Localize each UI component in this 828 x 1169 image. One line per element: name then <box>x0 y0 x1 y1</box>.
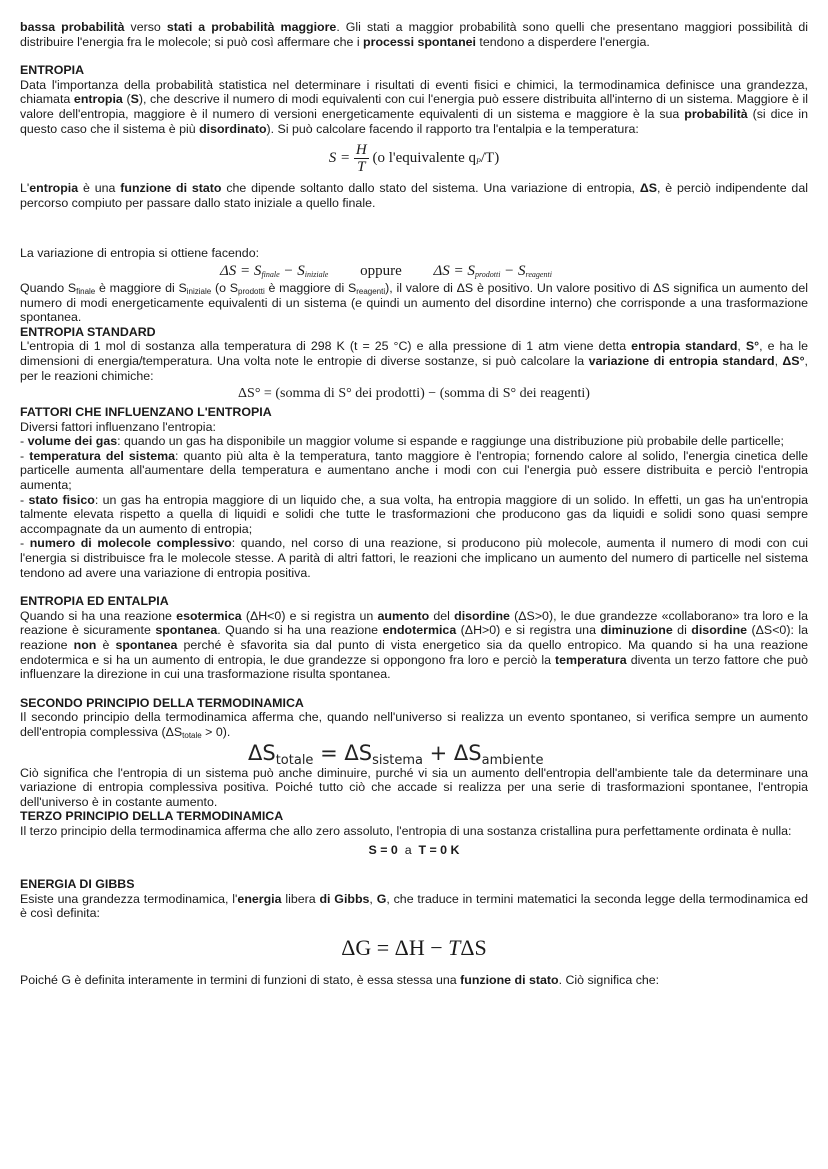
secondo-paragraph: Il secondo principio della termodinamica afferma che, quando nell'universo si realizza un evento spontaneo, si verifica sempre un aumento dell'entropia complessiva $(\Delta S_{totale} > 0)$. <box>20 710 808 740</box>
standard-formula: ΔS° = (somma di S° dei prodotti) − (somma di S° dei reagenti) <box>238 386 590 402</box>
fattori-item-temperatura: - temperatura del sistema: quanto più alta è la temperatura, tanto maggiore è l'entropia; fornendo calore al solido, l'energia cinetica delle particelle aumenta all'aumentare della temperatura e aumentano anche i modi con cui l'energia può essere distribuita e perciò l'entropia aumenta; <box>20 448 808 493</box>
fattori-item-volume: - volume dei gas: quando un gas ha disponibile un maggior volume si espande e raggiunge una distribuzione più probabile delle particelle; <box>20 434 784 449</box>
heading-entalpia: ENTROPIA ED ENTALPIA <box>20 594 169 609</box>
entalpia-paragraph: Quando si ha una reazione esotermica (ΔH<0) e si registra un aumento del disordine (ΔS>0), le due grandezze «collaborano» tra loro e la reazione è sicuramente spontanea. Quando si ha una reazione endotermica (ΔH>0) e si registra una diminuzione di disordine (ΔS<0): la reazione non è spontanea perché è sfavorita sia dal punto di vista energetico sia da quello entropico. Ma quando si ha una reazione endotermica e si ha un aumento di entropia, le due grandezze si oppongono fra loro e perciò la temperatura diventa un terzo fattore che può influenzare la direzione in cui una trasformazione risulta spontanea. <box>20 608 809 682</box>
gibbs-paragraph: Esiste una grandezza termodinamica, l'energia libera di Gibbs, G, che traduce in termini matematici la seconda legge della termodinamica ed è così definita: <box>20 891 808 921</box>
gibbs-last-line: Poiché G è definita interamente in termini di funzioni di stato, è essa stessa una funzione di stato. Ciò significa che: <box>20 972 660 987</box>
secondo-explanation: Ciò significa che l'entropia di un sistema può anche diminuire, purché vi sia un aumento dell'entropia dell'ambiente tale da determinare una variazione di entropia complessiva positiva. Poiché tutto ciò che accade si realizza per una serie di trasformazioni spontanee, l'entropia dell'universo è in costante aumento. <box>20 765 808 809</box>
variation-paragraph: Quando $S_{finale}$ è maggiore di $S_{iniziale}$ (o $S_{prodotti}$ è maggiore di $S_{reagenti}$), il valore di ΔS è positivo. Un valore positivo di ΔS significa un aumento del numero di modi energeticamente equivalenti di un sistema (e quindi un aumento del disordine interno) che corrisponde a una trasformazione spontanea. <box>20 280 808 325</box>
intro-paragraph: bassa probabilità verso stati a probabilità maggiore. Gli stati a maggior probabilità sono quelli che presentano maggiori possibilità di distribuire l'energia fra le molecole; si può così affermare che i processi spontanei tendono a disperdere l'energia. <box>20 20 808 49</box>
document-page <box>20 20 808 988</box>
terzo-paragraph: Il terzo principio della termodinamica afferma che allo zero assoluto, l'entropia di una sostanza cristallina pura perfettamente ordinata è nulla: <box>20 823 792 838</box>
standard-paragraph: L'entropia di 1 mol di sostanza alla temperatura di 298 K (t = 25 °C) e alla pressione di 1 atm viene detta entropia standard, S°, e ha le dimensioni di energia/temperatura. Una volta note le entropie di diverse sostanze, si può calcolare la variazione di entropia standard, ΔS°, per le reazioni chimiche: <box>20 339 809 383</box>
total-entropy-equation: $\Delta S_{totale} = \Delta S_{sistema} + \Delta S_{ambiente}$ <box>248 740 544 768</box>
gibbs-equation: ΔG = ΔH − TΔS <box>341 934 487 960</box>
heading-fattori: FATTORI CHE INFLUENZANO L'ENTROPIA <box>20 405 272 420</box>
fattori-item-stato: - stato fisico: un gas ha entropia maggiore di un liquido che, a sua volta, ha entropia maggiore di un solido. In effetti, un gas ha un'entropia talmente elevata rispetto a quella di liquidi e solidi che tutte le trasformazioni che producono gas da liquidi e solidi sono quasi sempre accompagnate da un aumento di entropia; <box>20 492 808 536</box>
heading-gibbs: ENERGIA DI GIBBS <box>20 877 135 892</box>
state-function-paragraph: L'entropia è una funzione di stato che dipende soltanto dallo stato del sistema. Una variazione di entropia, ΔS, è perciò indipendente dal percorso compiuto per passare dallo stato iniziale a quello finale. <box>20 181 808 210</box>
variation-lead: La variazione di entropia si ottiene facendo: <box>20 246 260 261</box>
fattori-item-molecole: - numero di molecole complessivo: quando, nel corso di una reazione, si producono più molecole, aumenta il numero di modi con cui l'energia si distribuisce fra le molecole stesse. A parità di altri fattori, le reazioni che implicano un aumento del numero di particelle nel sistema tendono ad avere una variazione di entropia positiva. <box>20 536 808 580</box>
heading-terzo-principio: TERZO PRINCIPIO DELLA TERMODINAMICA <box>20 809 284 824</box>
entropia-paragraph: Data l'importanza della probabilità statistica nel determinare i risultati di eventi fisici e chimici, la termodinamica definisce una grandezza, chiamata entropia (S), che descrive il numero di modi equivalenti con cui l'energia può essere distribuita all'interno di un sistema. Maggiore è il valore dell'entropia, maggiore è il numero di versioni energeticamente equivalenti di un sistema e maggiore è la sua probabilità (si dice in questo caso che il sistema è più disordinato). Si può calcolare facendo il rapporto tra l'entalpia e la temperatura: <box>20 77 808 136</box>
variation-formulas: $\Delta S = S_{finale} - S_{iniziale}$ oppure $\Delta S = S_{prodotti} - S_{reagenti}$ <box>220 262 552 279</box>
heading-entropia: ENTROPIA <box>20 63 85 78</box>
fattori-lead: Diversi fattori influenzano l'entropia: <box>20 419 216 434</box>
heading-entropia-standard: ENTROPIA STANDARD <box>20 324 156 339</box>
third-law-equation: S = 0 a T = 0 K <box>368 842 460 857</box>
entropy-formula: S = $\frac{H}{T}$ (o l'equivalente $q_P/T$) <box>328 142 500 176</box>
heading-secondo-principio: SECONDO PRINCIPIO DELLA TERMODINAMICA <box>20 695 304 710</box>
